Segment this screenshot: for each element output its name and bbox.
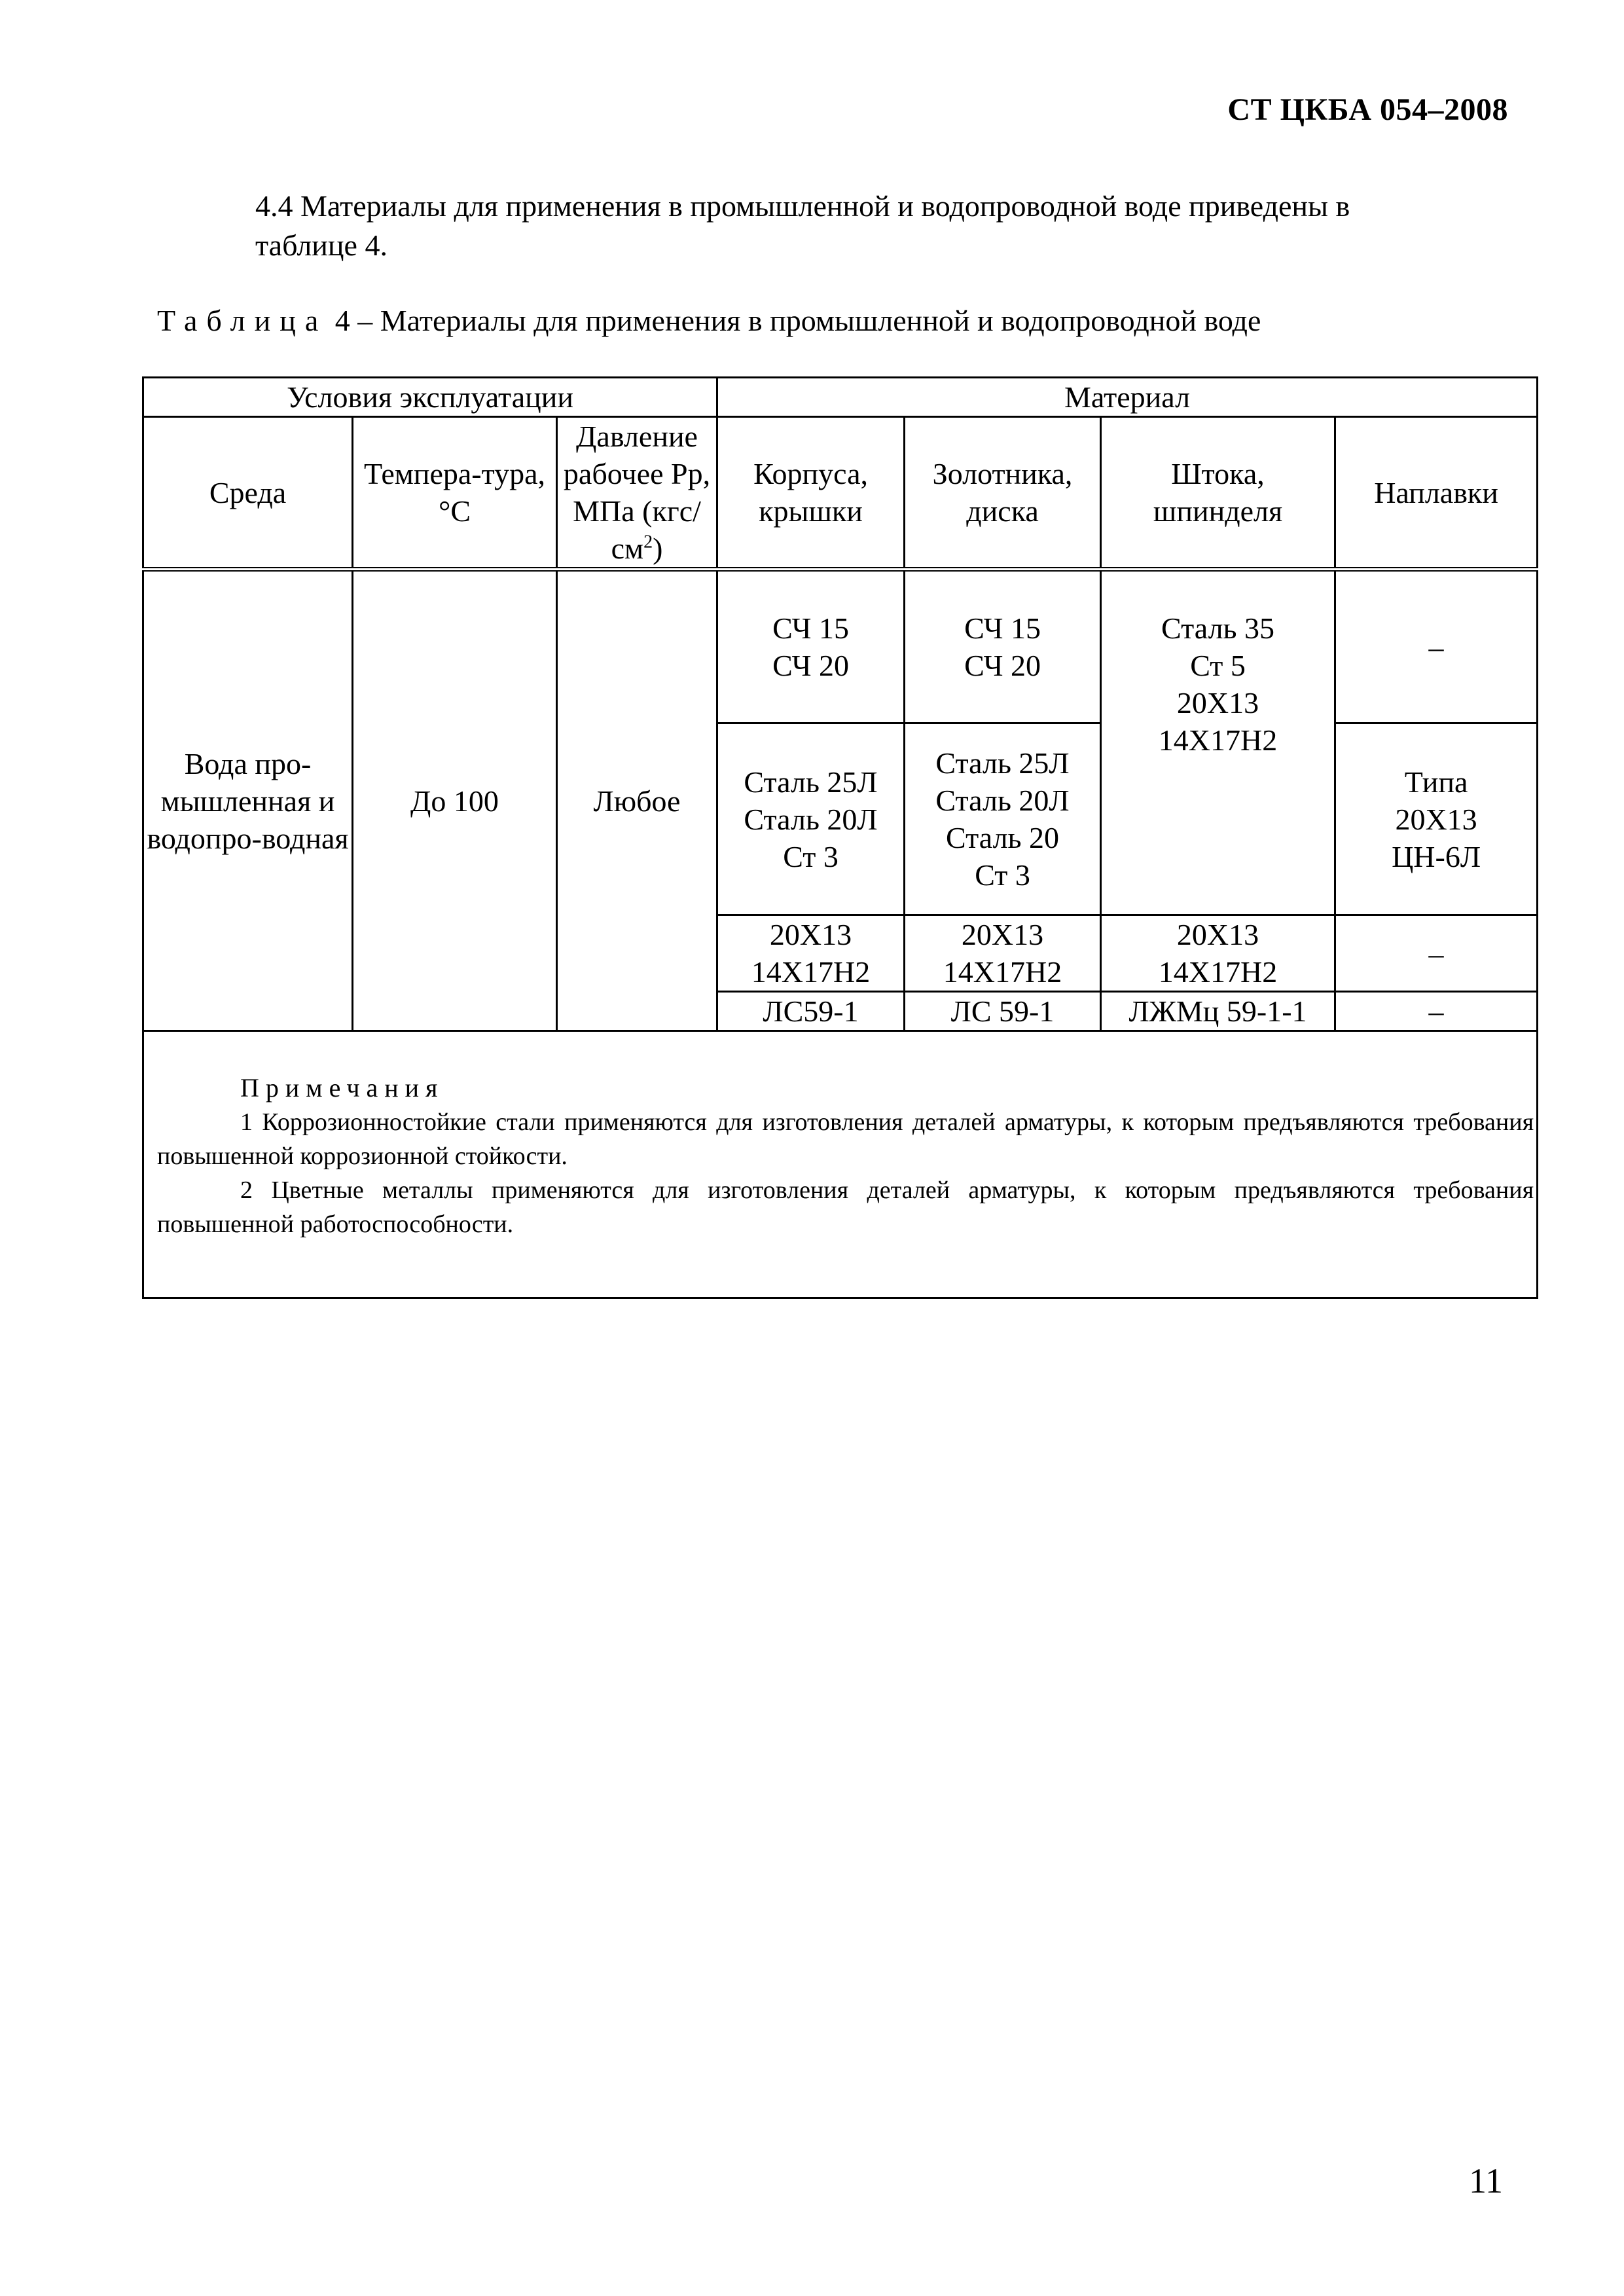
intro-line-2: таблице 4. bbox=[255, 228, 388, 262]
cell-stem: 20Х13 14Х17Н2 bbox=[1101, 915, 1335, 992]
cell-disc: Сталь 25Л Сталь 20Л Сталь 20 Ст 3 bbox=[905, 723, 1101, 915]
cell-body: СЧ 15 СЧ 20 bbox=[717, 570, 905, 723]
col-pressure-label: Давление рабочее Рр, МПа (кгс/см bbox=[563, 420, 711, 565]
col-stem: Штока, шпинделя bbox=[1101, 417, 1335, 570]
cell-disc: ЛС 59-1 bbox=[905, 992, 1101, 1031]
cell-overlay: – bbox=[1335, 915, 1538, 992]
col-pressure-close: ) bbox=[653, 532, 663, 565]
cell-stem-shared: Сталь 35 Ст 5 20Х13 14Х17Н2 bbox=[1101, 570, 1335, 915]
caption-label: Таблица bbox=[157, 304, 328, 337]
materials-table bbox=[142, 376, 1538, 1299]
col-medium: Среда bbox=[143, 417, 353, 570]
header-material: Материал bbox=[717, 378, 1538, 417]
cell-body: Сталь 25Л Сталь 20Л Ст 3 bbox=[717, 723, 905, 915]
document-code: СТ ЦКБА 054–2008 bbox=[1227, 92, 1508, 127]
cell-pressure: Любое bbox=[557, 570, 717, 1031]
header-columns-row bbox=[143, 417, 1538, 570]
intro-paragraph bbox=[255, 187, 1499, 265]
cell-disc: СЧ 15 СЧ 20 bbox=[905, 570, 1101, 723]
col-overlay: Наплавки bbox=[1335, 417, 1538, 570]
cell-overlay: – bbox=[1335, 992, 1538, 1031]
notes-cell bbox=[143, 1031, 1538, 1298]
cell-stem: ЛЖМц 59-1-1 bbox=[1101, 992, 1335, 1031]
cell-temperature: До 100 bbox=[353, 570, 557, 1031]
caption-text: 4 – Материалы для применения в промышленной и водопроводной воде bbox=[334, 304, 1261, 337]
col-pressure-superscript: 2 bbox=[643, 532, 653, 553]
col-pressure bbox=[557, 417, 717, 570]
notes-row bbox=[143, 1031, 1538, 1298]
materials-table-wrapper bbox=[142, 376, 1536, 1250]
intro-line-1: 4.4 Материалы для применения в промышленной и водопроводной воде приведены в bbox=[255, 189, 1350, 223]
notes-title: Примечания bbox=[240, 1073, 444, 1102]
page-number: 11 bbox=[1469, 2161, 1503, 2200]
header-group-row bbox=[143, 378, 1538, 417]
cell-overlay: – bbox=[1335, 570, 1538, 723]
col-disc: Золотника, диска bbox=[905, 417, 1101, 570]
note-2: 2 Цветные металлы применяются для изготовления деталей арматуры, к которым предъявляются требования повышенной работоспособности. bbox=[157, 1176, 1534, 1238]
table-caption bbox=[157, 301, 1532, 340]
col-body: Корпуса, крышки bbox=[717, 417, 905, 570]
cell-body: 20Х13 14Х17Н2 bbox=[717, 915, 905, 992]
cell-medium: Вода про-мышленная и водопро-водная bbox=[143, 570, 353, 1031]
note-1: 1 Коррозионностойкие стали применяются для изготовления деталей арматуры, к которым предъявляются требования повышенной коррозионной стойкости. bbox=[157, 1108, 1534, 1170]
cell-body: ЛС59-1 bbox=[717, 992, 905, 1031]
cell-disc: 20Х13 14Х17Н2 bbox=[905, 915, 1101, 992]
table-row bbox=[143, 570, 1538, 723]
cell-overlay: Типа 20Х13 ЦН-6Л bbox=[1335, 723, 1538, 915]
col-temperature: Темпера-тура, °С bbox=[353, 417, 557, 570]
header-conditions: Условия эксплуатации bbox=[143, 378, 717, 417]
